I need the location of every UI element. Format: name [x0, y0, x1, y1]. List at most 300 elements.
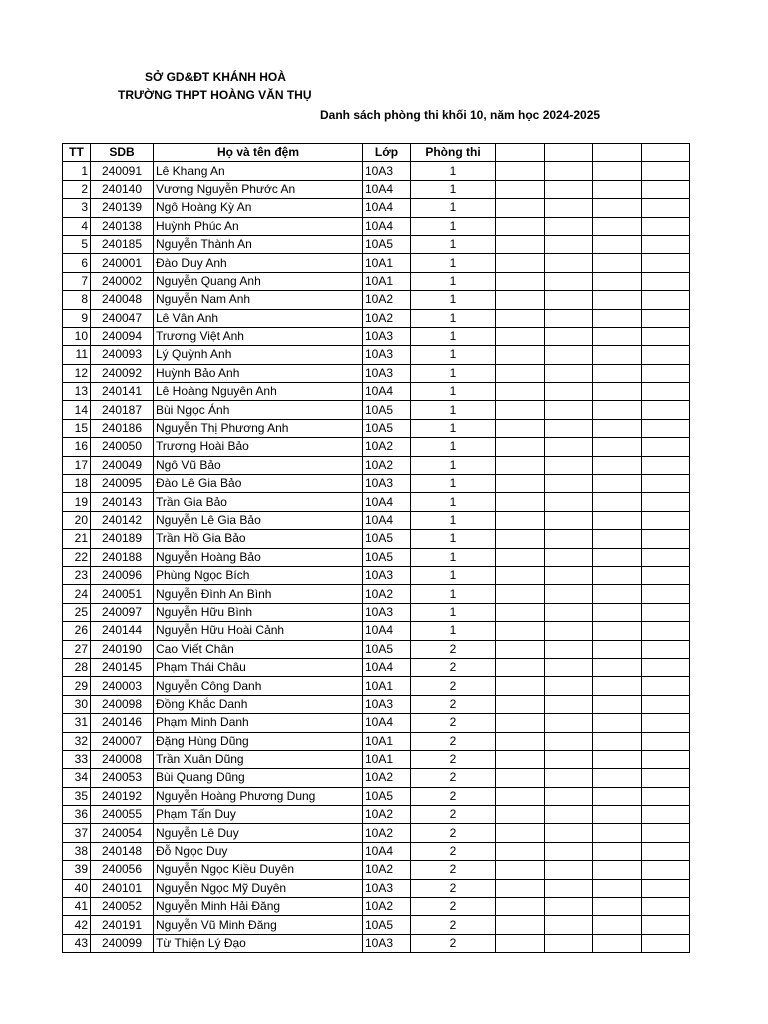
cell-tt: 14 — [63, 401, 91, 419]
cell-sdb: 240007 — [91, 732, 154, 750]
cell-empty — [496, 622, 545, 640]
cell-tt: 15 — [63, 419, 91, 437]
cell-empty — [496, 677, 545, 695]
cell-room: 1 — [411, 622, 496, 640]
col-header-empty — [545, 144, 593, 162]
cell-room: 1 — [411, 272, 496, 290]
cell-empty — [642, 879, 690, 897]
cell-empty — [642, 916, 690, 934]
cell-empty — [545, 456, 593, 474]
cell-sdb: 240051 — [91, 585, 154, 603]
cell-room: 2 — [411, 695, 496, 713]
cell-name: Nguyễn Lê Gia Bảo — [154, 511, 363, 529]
cell-empty — [593, 383, 642, 401]
cell-class: 10A2 — [363, 585, 411, 603]
cell-class: 10A2 — [363, 309, 411, 327]
cell-empty — [593, 916, 642, 934]
cell-room: 2 — [411, 916, 496, 934]
cell-room: 1 — [411, 438, 496, 456]
table-row — [63, 456, 690, 474]
cell-sdb: 240141 — [91, 383, 154, 401]
cell-empty — [496, 291, 545, 309]
cell-sdb: 240145 — [91, 658, 154, 676]
cell-empty — [593, 824, 642, 842]
table-row — [63, 640, 690, 658]
cell-empty — [545, 934, 593, 952]
cell-empty — [496, 916, 545, 934]
cell-empty — [642, 346, 690, 364]
cell-empty — [496, 879, 545, 897]
cell-empty — [496, 272, 545, 290]
cell-empty — [496, 658, 545, 676]
col-header-empty — [642, 144, 690, 162]
cell-empty — [642, 235, 690, 253]
table-row — [63, 879, 690, 897]
cell-room: 2 — [411, 842, 496, 860]
cell-tt: 37 — [63, 824, 91, 842]
cell-sdb: 240139 — [91, 199, 154, 217]
cell-empty — [496, 475, 545, 493]
cell-empty — [545, 548, 593, 566]
cell-empty — [496, 769, 545, 787]
cell-empty — [593, 566, 642, 584]
cell-name: Nguyễn Thị Phương Anh — [154, 419, 363, 437]
cell-tt: 27 — [63, 640, 91, 658]
cell-empty — [496, 199, 545, 217]
cell-tt: 9 — [63, 309, 91, 327]
cell-sdb: 240146 — [91, 714, 154, 732]
cell-empty — [545, 842, 593, 860]
cell-room: 2 — [411, 750, 496, 768]
cell-empty — [496, 364, 545, 382]
cell-name: Trương Hoài Bảo — [154, 438, 363, 456]
cell-name: Huỳnh Phúc An — [154, 217, 363, 235]
table-row — [63, 548, 690, 566]
table-row — [63, 401, 690, 419]
table-header-row — [63, 144, 690, 162]
cell-sdb: 240140 — [91, 180, 154, 198]
table-row — [63, 824, 690, 842]
cell-empty — [545, 162, 593, 180]
table-row — [63, 272, 690, 290]
cell-room: 2 — [411, 640, 496, 658]
cell-room: 1 — [411, 603, 496, 621]
cell-empty — [545, 824, 593, 842]
cell-tt: 22 — [63, 548, 91, 566]
cell-room: 1 — [411, 585, 496, 603]
cell-empty — [642, 861, 690, 879]
cell-room: 2 — [411, 861, 496, 879]
cell-empty — [545, 272, 593, 290]
cell-empty — [593, 401, 642, 419]
cell-empty — [593, 199, 642, 217]
cell-empty — [642, 622, 690, 640]
cell-empty — [545, 787, 593, 805]
cell-name: Nguyễn Hoàng Bảo — [154, 548, 363, 566]
cell-tt: 33 — [63, 750, 91, 768]
cell-class: 10A3 — [363, 327, 411, 345]
cell-class: 10A1 — [363, 732, 411, 750]
cell-empty — [642, 493, 690, 511]
table-row — [63, 603, 690, 621]
cell-empty — [545, 254, 593, 272]
cell-empty — [496, 327, 545, 345]
cell-empty — [545, 327, 593, 345]
col-header-empty — [496, 144, 545, 162]
cell-sdb: 240002 — [91, 272, 154, 290]
table-row — [63, 511, 690, 529]
cell-class: 10A3 — [363, 934, 411, 952]
cell-empty — [545, 732, 593, 750]
cell-empty — [496, 383, 545, 401]
cell-tt: 25 — [63, 603, 91, 621]
cell-empty — [545, 640, 593, 658]
cell-name: Trương Việt Anh — [154, 327, 363, 345]
cell-tt: 41 — [63, 898, 91, 916]
cell-name: Đào Duy Anh — [154, 254, 363, 272]
cell-empty — [545, 438, 593, 456]
cell-empty — [642, 714, 690, 732]
cell-sdb: 240052 — [91, 898, 154, 916]
cell-empty — [496, 456, 545, 474]
cell-empty — [545, 401, 593, 419]
cell-class: 10A4 — [363, 493, 411, 511]
cell-empty — [642, 419, 690, 437]
col-header-empty — [593, 144, 642, 162]
cell-empty — [496, 254, 545, 272]
cell-class: 10A5 — [363, 419, 411, 437]
cell-name: Vương Nguyễn Phước An — [154, 180, 363, 198]
table-row — [63, 916, 690, 934]
cell-tt: 11 — [63, 346, 91, 364]
cell-class: 10A5 — [363, 235, 411, 253]
cell-name: Nguyễn Nam Anh — [154, 291, 363, 309]
cell-room: 1 — [411, 327, 496, 345]
cell-tt: 1 — [63, 162, 91, 180]
cell-empty — [593, 217, 642, 235]
cell-room: 2 — [411, 732, 496, 750]
cell-tt: 19 — [63, 493, 91, 511]
cell-tt: 7 — [63, 272, 91, 290]
cell-tt: 6 — [63, 254, 91, 272]
cell-empty — [593, 456, 642, 474]
cell-empty — [593, 695, 642, 713]
cell-class: 10A2 — [363, 769, 411, 787]
table-row — [63, 162, 690, 180]
cell-class: 10A1 — [363, 750, 411, 768]
cell-empty — [545, 769, 593, 787]
cell-tt: 4 — [63, 217, 91, 235]
cell-empty — [496, 548, 545, 566]
cell-empty — [545, 714, 593, 732]
cell-empty — [545, 364, 593, 382]
cell-empty — [496, 511, 545, 529]
cell-empty — [642, 291, 690, 309]
cell-empty — [496, 162, 545, 180]
table-row — [63, 254, 690, 272]
cell-empty — [496, 732, 545, 750]
cell-empty — [642, 364, 690, 382]
cell-empty — [642, 401, 690, 419]
cell-sdb: 240190 — [91, 640, 154, 658]
table-row — [63, 309, 690, 327]
cell-tt: 18 — [63, 475, 91, 493]
cell-empty — [496, 934, 545, 952]
cell-sdb: 240095 — [91, 475, 154, 493]
cell-empty — [642, 934, 690, 952]
cell-empty — [545, 898, 593, 916]
cell-sdb: 240187 — [91, 401, 154, 419]
cell-empty — [545, 603, 593, 621]
cell-name: Phùng Ngọc Bích — [154, 566, 363, 584]
cell-empty — [642, 695, 690, 713]
cell-sdb: 240048 — [91, 291, 154, 309]
cell-empty — [642, 566, 690, 584]
cell-name: Bùi Quang Dũng — [154, 769, 363, 787]
table-row — [63, 787, 690, 805]
cell-empty — [545, 291, 593, 309]
cell-empty — [496, 235, 545, 253]
cell-class: 10A5 — [363, 916, 411, 934]
cell-room: 2 — [411, 787, 496, 805]
cell-tt: 29 — [63, 677, 91, 695]
cell-name: Nguyễn Hữu Bình — [154, 603, 363, 621]
cell-empty — [593, 327, 642, 345]
cell-empty — [545, 419, 593, 437]
cell-room: 2 — [411, 806, 496, 824]
cell-class: 10A4 — [363, 180, 411, 198]
cell-sdb: 240142 — [91, 511, 154, 529]
table-row — [63, 180, 690, 198]
cell-empty — [545, 180, 593, 198]
cell-sdb: 240101 — [91, 879, 154, 897]
cell-empty — [545, 806, 593, 824]
cell-room: 2 — [411, 879, 496, 897]
cell-empty — [545, 383, 593, 401]
cell-empty — [593, 235, 642, 253]
cell-empty — [496, 714, 545, 732]
cell-empty — [642, 769, 690, 787]
department-name: SỞ GD&ĐT KHÁNH HOÀ — [145, 70, 286, 84]
cell-tt: 17 — [63, 456, 91, 474]
cell-empty — [593, 548, 642, 566]
cell-room: 1 — [411, 254, 496, 272]
cell-empty — [545, 566, 593, 584]
table-row — [63, 566, 690, 584]
table-row — [63, 419, 690, 437]
cell-tt: 40 — [63, 879, 91, 897]
cell-empty — [642, 585, 690, 603]
cell-room: 2 — [411, 934, 496, 952]
cell-empty — [496, 842, 545, 860]
cell-tt: 34 — [63, 769, 91, 787]
cell-empty — [593, 309, 642, 327]
cell-tt: 23 — [63, 566, 91, 584]
cell-room: 1 — [411, 493, 496, 511]
cell-empty — [496, 806, 545, 824]
cell-sdb: 240144 — [91, 622, 154, 640]
cell-empty — [593, 677, 642, 695]
cell-empty — [642, 640, 690, 658]
table-row — [63, 695, 690, 713]
cell-empty — [593, 879, 642, 897]
cell-empty — [642, 180, 690, 198]
cell-room: 1 — [411, 235, 496, 253]
table-row — [63, 493, 690, 511]
cell-empty — [593, 732, 642, 750]
cell-empty — [545, 585, 593, 603]
cell-class: 10A4 — [363, 622, 411, 640]
cell-sdb: 240054 — [91, 824, 154, 842]
cell-room: 1 — [411, 566, 496, 584]
cell-room: 2 — [411, 769, 496, 787]
table-row — [63, 806, 690, 824]
list-title: Danh sách phòng thi khối 10, năm học 2024-2025 — [320, 108, 601, 122]
cell-class: 10A3 — [363, 475, 411, 493]
cell-empty — [496, 585, 545, 603]
cell-empty — [642, 842, 690, 860]
table-row — [63, 530, 690, 548]
cell-empty — [642, 806, 690, 824]
cell-class: 10A1 — [363, 272, 411, 290]
cell-name: Phạm Tấn Duy — [154, 806, 363, 824]
cell-empty — [545, 493, 593, 511]
cell-name: Trần Gia Bảo — [154, 493, 363, 511]
cell-empty — [642, 603, 690, 621]
cell-empty — [642, 327, 690, 345]
cell-empty — [496, 530, 545, 548]
cell-sdb: 240050 — [91, 438, 154, 456]
cell-empty — [496, 566, 545, 584]
table-row — [63, 235, 690, 253]
school-name: TRƯỜNG THPT HOÀNG VĂN THỤ — [118, 88, 312, 102]
cell-name: Cao Viết Chân — [154, 640, 363, 658]
exam-room-table — [62, 143, 690, 953]
col-header-sdb: SDB — [91, 144, 154, 162]
cell-empty — [593, 934, 642, 952]
cell-empty — [642, 162, 690, 180]
table-row — [63, 732, 690, 750]
cell-tt: 3 — [63, 199, 91, 217]
cell-class: 10A2 — [363, 291, 411, 309]
table-row — [63, 714, 690, 732]
cell-tt: 13 — [63, 383, 91, 401]
cell-class: 10A4 — [363, 842, 411, 860]
cell-sdb: 240148 — [91, 842, 154, 860]
cell-empty — [593, 493, 642, 511]
cell-empty — [545, 879, 593, 897]
cell-class: 10A1 — [363, 254, 411, 272]
cell-empty — [545, 346, 593, 364]
cell-empty — [496, 640, 545, 658]
cell-room: 2 — [411, 658, 496, 676]
cell-empty — [496, 787, 545, 805]
cell-room: 1 — [411, 180, 496, 198]
cell-empty — [642, 456, 690, 474]
cell-sdb: 240001 — [91, 254, 154, 272]
cell-sdb: 240092 — [91, 364, 154, 382]
cell-empty — [593, 254, 642, 272]
table-row — [63, 769, 690, 787]
cell-name: Nguyễn Quang Anh — [154, 272, 363, 290]
cell-empty — [545, 309, 593, 327]
cell-name: Đỗ Ngọc Duy — [154, 842, 363, 860]
cell-name: Phạm Thái Châu — [154, 658, 363, 676]
cell-empty — [496, 309, 545, 327]
cell-name: Nguyễn Ngọc Kiều Duyên — [154, 861, 363, 879]
cell-empty — [593, 769, 642, 787]
table-body — [63, 162, 690, 953]
cell-class: 10A3 — [363, 566, 411, 584]
cell-empty — [593, 511, 642, 529]
col-header-name: Họ và tên đệm — [154, 144, 363, 162]
cell-empty — [593, 861, 642, 879]
table-row — [63, 199, 690, 217]
cell-sdb: 240189 — [91, 530, 154, 548]
cell-tt: 5 — [63, 235, 91, 253]
table-row — [63, 383, 690, 401]
cell-empty — [642, 750, 690, 768]
cell-name: Bùi Ngọc Ánh — [154, 401, 363, 419]
cell-empty — [545, 622, 593, 640]
cell-name: Nguyễn Đình An Bình — [154, 585, 363, 603]
cell-class: 10A4 — [363, 383, 411, 401]
cell-sdb: 240047 — [91, 309, 154, 327]
cell-name: Lê Khang An — [154, 162, 363, 180]
cell-empty — [545, 475, 593, 493]
cell-empty — [642, 254, 690, 272]
cell-empty — [545, 750, 593, 768]
table-row — [63, 346, 690, 364]
cell-room: 1 — [411, 346, 496, 364]
cell-empty — [496, 695, 545, 713]
cell-sdb: 240008 — [91, 750, 154, 768]
cell-empty — [496, 824, 545, 842]
cell-name: Đồng Khắc Danh — [154, 695, 363, 713]
cell-name: Nguyễn Vũ Minh Đăng — [154, 916, 363, 934]
cell-class: 10A4 — [363, 217, 411, 235]
cell-tt: 31 — [63, 714, 91, 732]
cell-empty — [593, 346, 642, 364]
cell-name: Nguyễn Lê Duy — [154, 824, 363, 842]
table-row — [63, 750, 690, 768]
cell-sdb: 240097 — [91, 603, 154, 621]
cell-class: 10A5 — [363, 401, 411, 419]
cell-class: 10A3 — [363, 695, 411, 713]
cell-tt: 42 — [63, 916, 91, 934]
cell-class: 10A4 — [363, 511, 411, 529]
cell-empty — [593, 291, 642, 309]
cell-room: 1 — [411, 401, 496, 419]
cell-empty — [496, 493, 545, 511]
cell-name: Ngô Hoàng Kỳ An — [154, 199, 363, 217]
cell-sdb: 240049 — [91, 456, 154, 474]
cell-tt: 35 — [63, 787, 91, 805]
cell-sdb: 240094 — [91, 327, 154, 345]
table-row — [63, 842, 690, 860]
cell-tt: 30 — [63, 695, 91, 713]
cell-room: 1 — [411, 199, 496, 217]
cell-sdb: 240056 — [91, 861, 154, 879]
cell-room: 1 — [411, 291, 496, 309]
cell-empty — [593, 272, 642, 290]
cell-class: 10A4 — [363, 658, 411, 676]
cell-class: 10A1 — [363, 677, 411, 695]
table-row — [63, 898, 690, 916]
cell-name: Nguyễn Minh Hải Đăng — [154, 898, 363, 916]
cell-empty — [545, 677, 593, 695]
cell-tt: 39 — [63, 861, 91, 879]
